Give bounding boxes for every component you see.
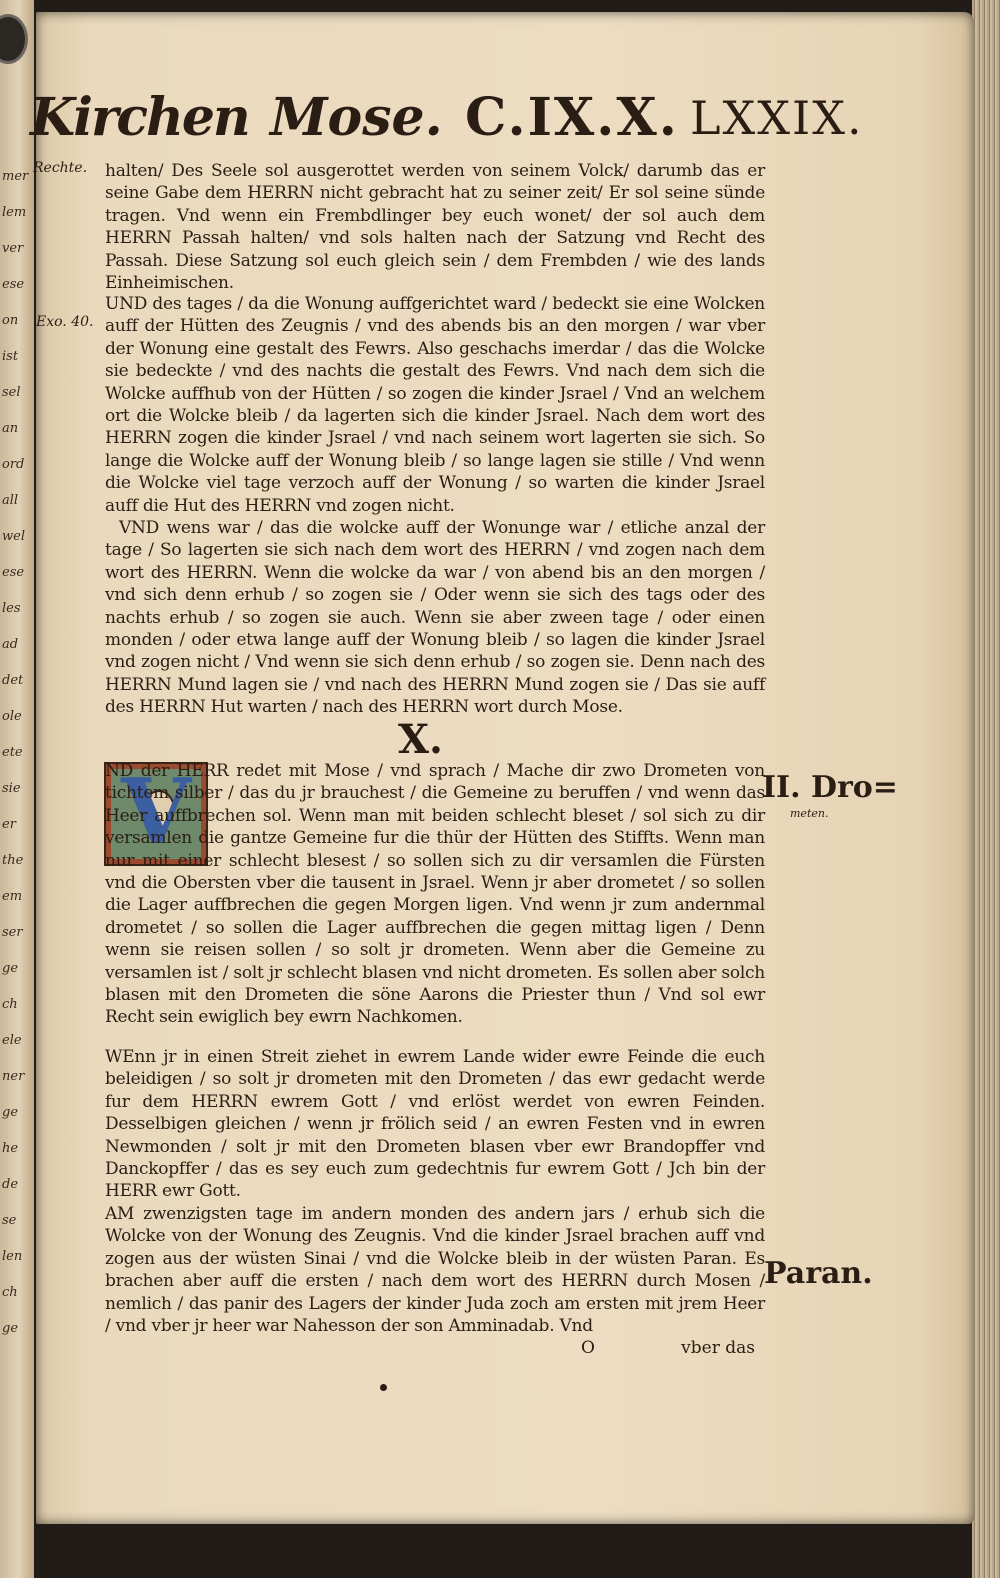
margin-note-drometen-2: meten. [790,807,829,820]
paragraph-3-text: VND wens war / das die wolcke auff der Wonunge war / etliche anzal der tage / So lagerten sie sich nach dem wort des HERRN / vnd zogen nach dem wort des HERRN. Wenn die wolcke da war / von abend bis an den morgen / vnd sich denn erhub / so zogen sie / Oder wenn sie sich des tags oder des nachts erhub / so zogen sie auch. Wenn sie aber zween tage / oder einen monden / oder etwa lange auff der Wonung bleib / so lagen die kinder Jsrael vnd zogen nicht / Vnd wenn sie sich denn erhub / so zogen sie. Denn nach des HERRN Mund lagen sie / vnd nach des HERRN Mund zogen sie / Das sie auff des HERRN Hut warten / nach des HERRN wort durch Mose. [105,518,765,718]
paragraph-3 [105,517,765,719]
left-fragment: ele [2,1033,22,1048]
left-fragment: wel [2,529,25,544]
left-fragment: se [2,1213,17,1228]
left-fragment: les [2,601,21,616]
left-fragment: sel [2,385,21,400]
binding-hole [0,14,28,64]
ink-dot [380,1384,387,1391]
left-fragment: ete [2,745,23,760]
margin-note-rechte: Rechte. [33,160,88,176]
margin-note-exo: Exo. 40. [36,314,94,330]
initial-letter: V [121,759,191,865]
left-fragment: ser [2,925,23,940]
catchword-line [105,1338,765,1360]
margin-note-paran: Paran. [764,1256,873,1291]
left-page-edge [0,0,34,1578]
left-fragment: de [2,1177,19,1192]
paragraph-1 [105,160,765,294]
left-fragment: ch [2,997,18,1012]
folio-number: LXXIX. [690,91,864,145]
left-fragment: ge [2,961,19,976]
left-fragment: on [2,313,19,328]
chapter-heading: X. [398,716,443,763]
catchword: vber das [681,1338,755,1358]
left-fragment: ord [2,457,25,472]
left-fragment: an [2,421,19,436]
paragraph-2 [105,293,765,517]
left-fragment: all [2,493,19,508]
head-kirchen: Kirchen [30,87,249,148]
left-fragment: ole [2,709,22,724]
paragraph-5 [105,1046,765,1203]
left-fragment: ver [2,241,24,256]
paragraph-2-text: UND des tages / da die Wonung auffgerichtet ward / bedeckt sie eine Wolcken auff der Hütten des Zeugnis / vnd des abends bis an den morgen / war vber der Wonung eine gestalt des Fewrs. Also geschachs imerdar / das die Wolcke sie bedeckte / vnd des nachts die gestalt des Fewrs. Vnd nach dem sich die Wolcke auffhub von der Hütten / so zogen die kinder Jsrael / Vnd an welchem ort die Wolcke bleib / da lagerten sich die kinder Jsrael. Nach dem wort des HERRN zogen die kinder Jsrael / vnd nach seinem wort lagerten sie sich. So lange die Wolcke auff der Wonung bleib / so lange lagen sie stille / Vnd wenn die Wolcke viel tage verzoch auff der Wonung / so warten die kinder Jsrael auff die Hut des HERRN vnd zogen nicht. [105,294,765,516]
head-mose: Mose. [270,87,443,148]
left-fragment: det [2,673,24,688]
left-fragment: ese [2,277,25,292]
left-fragment: the [2,853,24,868]
left-fragment: ge [2,1105,19,1120]
paragraph-5-text: WEnn jr in einen Streit ziehet in ewrem Lande wider ewre Feinde die euch beleidigen / so solt jr drometen mit den Drometen / das ewr gedacht werde fur dem HERRN ewrem Gott / vnd erlöst werdet von ewren Feinden. Desselbigen gleichen / wenn jr frölich seid / an ewren Festen vnd in ewren Newmonden / solt jr mit den Drometen blasen vber ewr Brandopffer vnd Danckopffer / das es sey euch zum gedechtnis fur ewrem Gott / Jch bin der HERR ewr Gott. [105,1047,765,1202]
left-fragment: mer [2,169,29,184]
left-fragment: ese [2,565,25,580]
left-fragment: ner [2,1069,25,1084]
paragraph-6-text: AM zwenzigsten tage im andern monden des andern jars / erhub sich die Wolcke von der Wonung des Zeugnis. Vnd die kinder Jsrael brachen auff vnd zogen aus der wüsten Sinai / vnd die Wolcke bleib in der wüsten Paran. Es brachen aber auff die ersten / nach dem wort des HERRN durch Mosen / nemlich / das panir des Lagers der kinder Juda zoch am ersten mit jrem Heer / vnd vber jr heer war Nahesson der son Amminadab. Vnd [105,1204,765,1337]
running-head [30,88,890,148]
margin-note-drometen: II. Dro= [762,770,898,805]
paragraph-6 [105,1203,765,1337]
head-chapters: C.IX.X. [465,87,679,148]
left-fragment: em [2,889,23,904]
left-fragment: he [2,1141,19,1156]
left-fragment: sie [2,781,21,796]
left-fragment: ad [2,637,19,652]
left-fragment: ge [2,1321,19,1336]
paragraph-4 [105,760,765,1029]
page-stack-edge [972,0,1000,1578]
paragraph-4-text: ND der HERR redet mit Mose / vnd sprach / Mache dir zwo Drometen von tichtem silber / das du jr brauchest / die Gemeine zu beruffen / vnd wenn das Heer auffbrechen sol. Wenn man mit beiden schlecht bleset / sol sich zu dir versamlen die gantze Gemeine fur die thür der Hütten des Stiffts. Wenn man nur mit einer schlecht blesest / so sollen sich zu dir versamlen die Fürsten vnd die Obersten vber die tausent in Jsrael. Wenn jr aber drometet / so sollen die Lager auffbrechen die gegen Morgen ligen. Vnd wenn jr zum andernmal drometet / so sollen die Lager auffbrechen die gegen mittag ligen / Denn wenn sie reisen sollen / so solt jr drometen. Wenn aber die Gemeine zu versamlen ist / solt jr schlecht blasen vnd nicht drometen. Es sollen aber solch blasen mit den Drometen die söne Aarons die Priester thun / Vnd sol ewr Recht sein ewiglich bey ewrn Nachkomen. [105,761,765,1028]
signature-mark: O [581,1338,595,1358]
left-fragment: ch [2,1285,18,1300]
left-fragment: ist [2,349,19,364]
left-fragment: len [2,1249,23,1264]
left-fragment: er [2,817,16,832]
paragraph-1-text: halten/ Des Seele sol ausgerottet werden von seinem Volck/ darumb das er seine Gabe dem HERRN nicht gebracht hat zu seiner zeit/ Er sol seine sünde tragen. Vnd wenn ein Frembdlinger bey euch wonet/ der sol auch dem HERRN Passah halten/ vnd sols halten nach der Satzung vnd Recht des Passah. Diese Satzung sol euch gleich sein / dem Frembden / wie des lands Einheimischen. [105,161,765,294]
left-fragment: lem [2,205,27,220]
